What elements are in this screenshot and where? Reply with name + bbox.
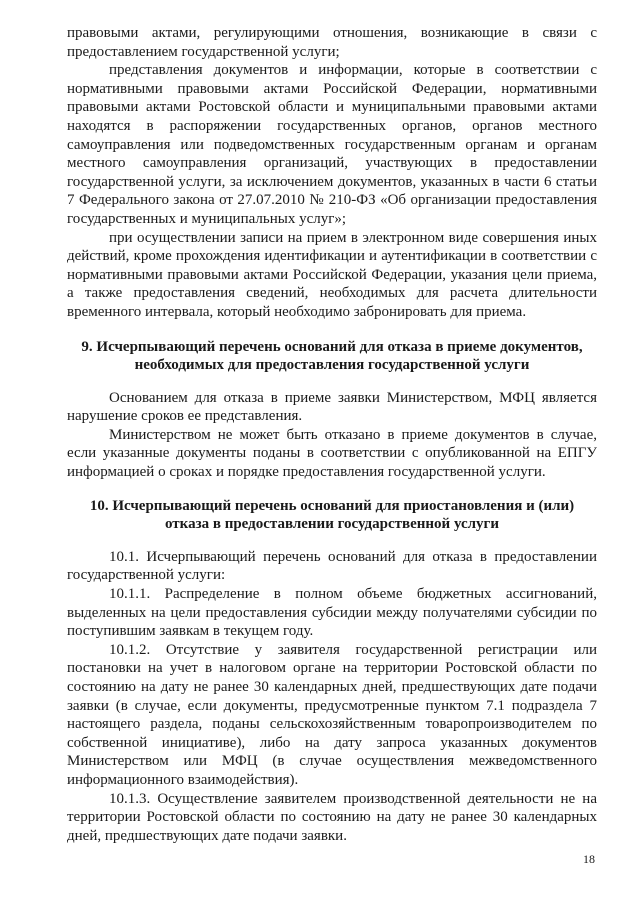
section-10-heading-line-2: отказа в предоставлении государственной услуги [164,516,500,533]
document-page [67,24,597,845]
paragraph-documents: представления документов и информации, которые в соответствии с нормативными правовыми актами Российской Федерации, нормативными правовыми актами Ростовской области и муниципальными правовыми актами находятся в распоряжении государственных органов, органов местного самоуправления или подведомственных государственным органам и органам местного самоуправления организаций, участвующих в предоставлении государственной услуги, за исключением документов, указанных в части 6 статьи 7 Федерального закона от 27.07.2010 № 210-ФЗ «Об организации предоставления государственных и муниципальных услуг»; [67,62,597,227]
section-9-heading-line-1: 9. Исчерпывающий перечень оснований для отказа в приеме документов, [81,338,583,355]
section-10-paragraph-10-1-3: 10.1.3. Осуществление заявителем производственной деятельности не на территории Ростовской области по состоянию на дату не ранее 30 календарных дней, предшествующих дате подачи заявки. [67,790,597,844]
section-9-heading [67,338,597,375]
section-9-heading-line-2: необходимых для предоставления государственной услуги [134,357,530,374]
page-number: 18 [583,852,595,866]
section-10-paragraph-10-1: 10.1. Исчерпывающий перечень оснований для отказа в предоставлении государственной услуги: [67,548,597,584]
section-10-heading [67,497,597,534]
section-9-paragraph-2: Министерством не может быть отказано в приеме документов в случае, если указанные документы поданы в соответствии с опубликованной на ЕПГУ информацией о сроках и порядке предоставления государственной услуги. [67,426,597,481]
section-10-heading-line-1: 10. Исчерпывающий перечень оснований для приостановления и (или) [89,497,575,514]
section-9-paragraph-1: Основанием для отказа в приеме заявки Министерством, МФЦ является нарушение сроков ее представления. [67,389,597,425]
section-10-paragraph-10-1-1: 10.1.1. Распределение в полном объеме бюджетных ассигнований, выделенных на цели предоставления субсидии между получателями субсидии по поступившим заявкам в текущем году. [67,586,597,640]
paragraph-continuation: правовыми актами, регулирующими отношения, возникающие в связи с предоставлением государственной услуги; [67,25,597,60]
paragraph-electronic-appointment: при осуществлении записи на прием в электронном виде совершения иных действий, кроме прохождения идентификации и аутентификации в соответствии с нормативными правовыми актами Российской Федерации, указания цели приема, а также предоставления сведений, необходимых для расчета длительности временного интервала, который необходимо забронировать для приема. [67,229,597,320]
section-10-paragraph-10-1-2: 10.1.2. Отсутствие у заявителя государственной регистрации или постановки на учет в налоговом органе на территории Ростовской области по состоянию на дату не ранее 30 календарных дней, предшествующих дате подачи заявки (в случае, если документы, предусмотренные пунктом 7.1 подраздела 7 настоящего раздела, поданы сельскохозяйственным товаропроизводителем по собственной инициативе), либо на дату запроса указанных документов Министерством или МФЦ (в случае осуществления межведомственного информационного взаимодействия). [67,641,597,788]
